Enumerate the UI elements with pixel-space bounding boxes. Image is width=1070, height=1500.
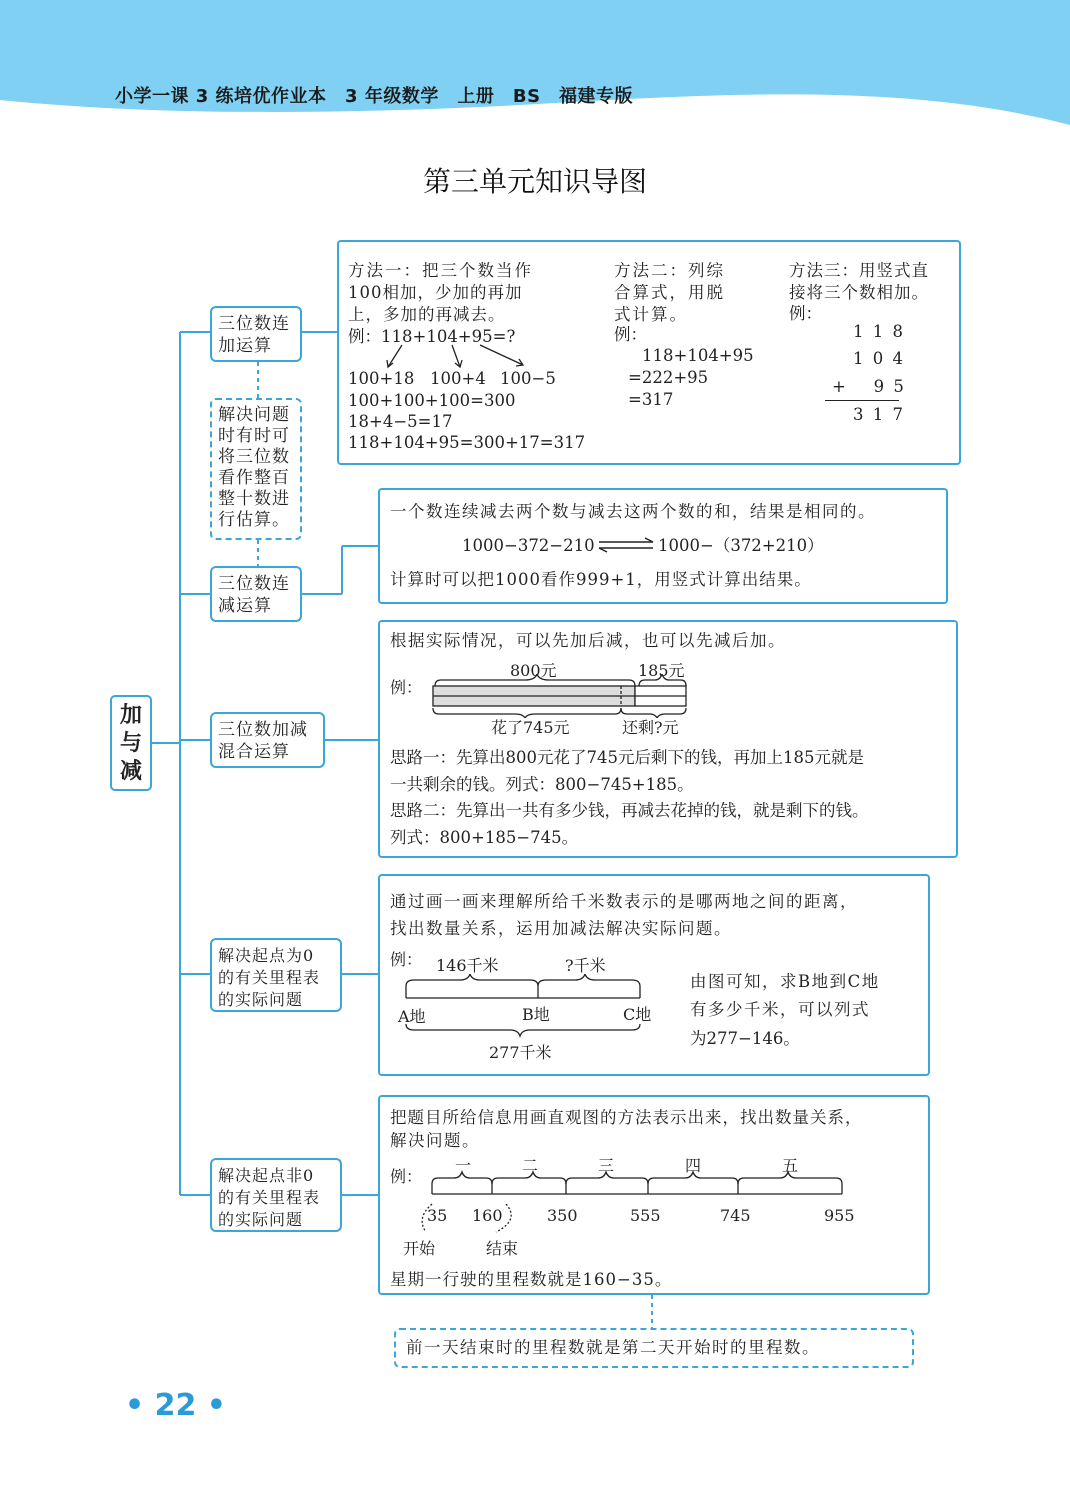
vertical-rule — [825, 400, 899, 401]
mixed-think2a: 思路二：先算出一共有多少钱，再减去花掉的钱，就是剩下的钱。 — [390, 801, 869, 820]
mixed-top-right: 185元 — [638, 661, 685, 680]
method1-split: 100−5 — [500, 369, 556, 388]
nonzero-mark: 745 — [720, 1206, 751, 1225]
nonzero-example-label: 例： — [390, 1167, 423, 1186]
node-line: 的实际问题 — [218, 990, 304, 1009]
nonzero-day: 三 — [598, 1156, 615, 1175]
node-nonzero — [210, 1158, 342, 1232]
node-line: 的有关里程表 — [218, 968, 321, 987]
node-line: 时有时可 — [218, 426, 290, 446]
node-line: 的有关里程表 — [218, 1188, 321, 1207]
mixed-top-left: 800元 — [510, 661, 557, 680]
zero-total: 277千米 — [489, 1043, 552, 1062]
zero-note: 为277−146。 — [690, 1029, 800, 1048]
nonzero-start: 开始 — [403, 1239, 436, 1258]
nonzero-line1: 把题目所给信息用画直观图的方法表示出来，找出数量关系， — [390, 1108, 863, 1127]
subtraction-left: 1000−372−210 — [462, 536, 595, 555]
method2-line: 例： — [614, 325, 647, 344]
zero-place-b: B地 — [522, 1005, 550, 1024]
node-line: 行估算。 — [218, 510, 290, 530]
method3-line: 接将三个数相加。 — [789, 283, 929, 302]
node-sub3 — [210, 566, 302, 622]
method1-calc: 18+4−5=17 — [348, 412, 453, 431]
node-line: 将三位数 — [218, 447, 290, 467]
method3-vertical: 1 1 8 — [853, 322, 905, 341]
mixed-box — [378, 620, 958, 858]
method1-arrows — [360, 343, 540, 371]
method1-line: 例：118+104+95=? — [348, 327, 516, 346]
mixed-rule: 根据实际情况，可以先加后减，也可以先减后加。 — [390, 631, 786, 650]
method2-calc: =317 — [628, 390, 674, 409]
node-line: 混合运算 — [218, 742, 290, 762]
nonzero-mark: 555 — [630, 1206, 661, 1225]
zero-note: 有多少千米，可以列式 — [690, 1000, 870, 1019]
mixed-think1b: 一共剩余的钱。列式：800−745+185。 — [390, 775, 694, 794]
method2-line: 合算式，用脱 — [614, 283, 725, 302]
zero-note: 由图可知，求B地到C地 — [690, 972, 880, 991]
header-title: 小学一课 3 练培优作业本 3 年级数学 上册 BS 福建专版 — [115, 86, 634, 107]
nonzero-day: 五 — [782, 1156, 799, 1175]
mixed-think2b: 列式：800+185−745。 — [390, 828, 579, 847]
node-line: 三位数连 — [218, 574, 290, 594]
method1-calc: 118+104+95=300+17=317 — [348, 433, 586, 452]
node-mixed — [210, 712, 325, 768]
node-line: 的实际问题 — [218, 1210, 304, 1229]
mixed-bottom-left: 花了745元 — [491, 718, 570, 737]
method3-line: 例： — [789, 304, 822, 323]
node-tip — [210, 398, 302, 540]
node-line: 看作整百 — [218, 468, 290, 488]
zero-seg2: ?千米 — [565, 956, 606, 975]
nonzero-day: 四 — [685, 1156, 702, 1175]
zero-example-label: 例： — [390, 950, 423, 969]
node-line: 三位数加减 — [218, 720, 308, 740]
node-line: 减运算 — [218, 596, 272, 616]
node-line: 解决起点为0 — [218, 946, 315, 965]
method2-calc: =222+95 — [628, 368, 709, 387]
root-node — [110, 695, 152, 791]
zero-place-c: C地 — [623, 1005, 652, 1024]
zero-line2: 找出数量关系，运用加减法解决实际问题。 — [390, 919, 732, 938]
method3-vertical: 1 0 4 — [853, 349, 905, 368]
method1-line: 上，多加的再减去。 — [348, 305, 506, 324]
money-bar-diagram — [425, 674, 695, 718]
nonzero-result: 星期一行驶的里程数就是160−35。 — [390, 1270, 673, 1289]
root-label: 加与减 — [119, 703, 142, 784]
method1-split: 100+4 — [430, 369, 486, 388]
zero-place-a: A地 — [398, 1007, 426, 1026]
zero-line1: 通过画一画来理解所给千米数表示的是哪两地之间的距离， — [390, 892, 858, 911]
page-title: 第三单元知识导图 — [422, 165, 647, 198]
method2-line: 式计算。 — [614, 305, 688, 324]
nonzero-mark: 35 — [427, 1206, 448, 1225]
method1-calc: 100+100+100=300 — [348, 391, 516, 410]
method1-line: 100相加，少加的再加 — [348, 283, 523, 302]
nonzero-line2: 解决问题。 — [390, 1131, 480, 1150]
nonzero-end: 结束 — [486, 1239, 519, 1258]
mixed-bottom-right: 还剩?元 — [622, 718, 679, 737]
footer-note: 前一天结束时的里程数就是第二天开始时的里程数。 — [406, 1338, 820, 1357]
subtraction-note: 计算时可以把1000看作999+1，用竖式计算出结果。 — [390, 570, 812, 589]
subtraction-right: 1000−（372+210） — [658, 536, 824, 555]
method2-calc: 118+104+95 — [642, 346, 754, 365]
node-line: 整十数进 — [218, 489, 290, 509]
mixed-think1a: 思路一：先算出800元花了745元后剩下的钱，再加上185元就是 — [390, 748, 864, 767]
subtraction-rule: 一个数连续减去两个数与减去这两个数的和，结果是相同的。 — [390, 502, 876, 521]
nonzero-day: 一 — [455, 1156, 472, 1175]
node-line: 解决问题 — [218, 405, 290, 425]
node-line: 解决起点非0 — [218, 1166, 315, 1185]
method3-vertical: 3 1 7 — [853, 405, 905, 424]
node-zero — [210, 938, 342, 1012]
node-add3 — [210, 306, 302, 362]
node-line: 三位数连 — [218, 314, 290, 334]
mixed-example-label: 例： — [390, 678, 423, 697]
equivalence-arrow — [595, 537, 657, 553]
nonzero-day: 二 — [522, 1156, 539, 1175]
node-line: 加运算 — [218, 336, 272, 356]
method1-line: 方法一：把三个数当作 — [348, 261, 533, 280]
page-number: • 22 • — [125, 1388, 226, 1423]
method3-line: 方法三：用竖式直 — [789, 261, 929, 280]
nonzero-mark: 350 — [547, 1206, 578, 1225]
method1-split: 100+18 — [348, 369, 415, 388]
nonzero-mark: 955 — [824, 1206, 855, 1225]
method3-vertical: + 9 5 — [832, 377, 906, 396]
zero-seg1: 146千米 — [436, 956, 499, 975]
method2-line: 方法二：列综 — [614, 261, 725, 280]
nonzero-mark: 160 — [472, 1206, 503, 1225]
